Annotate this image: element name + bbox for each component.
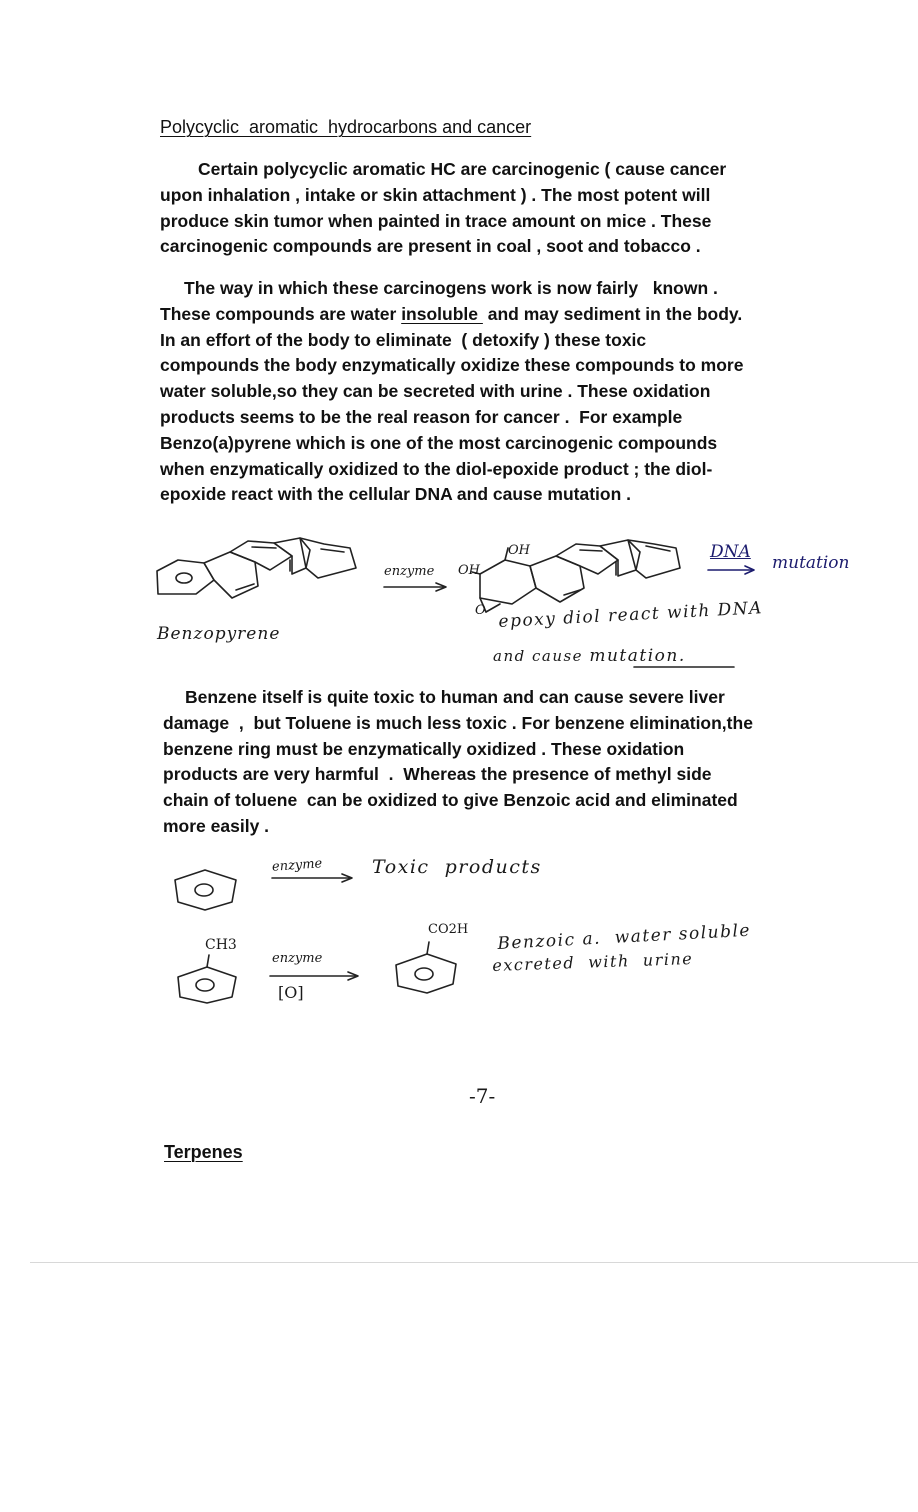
mutation-label: mutation: [772, 553, 850, 573]
text-run: and may sediment in the body.: [482, 303, 743, 324]
section-heading-terpenes: Terpenes: [164, 1142, 243, 1162]
paragraph-line: Benzene itself is quite toxic to human and can cause severe liver: [185, 687, 725, 707]
paragraph-line: Certain polycyclic aromatic HC are carcinogenic ( cause cancer: [198, 159, 727, 179]
cause-mutation-note: [493, 646, 686, 666]
page-number: -7-: [469, 1084, 496, 1108]
benzene-ring: [175, 870, 236, 910]
diol-epoxide-ring-5: [628, 540, 680, 578]
enzyme-arrow-label: enzyme: [271, 856, 323, 875]
benzopyrene-ring-4: [274, 538, 310, 574]
diol-epoxide-ring-1: [480, 560, 536, 604]
aromatic-circle: [195, 884, 213, 896]
paragraph-line: epoxide react with the cellular DNA and cause mutation .: [160, 484, 631, 505]
ch3-label: CH3: [205, 937, 237, 953]
toxic-products-label: Toxic products: [372, 856, 542, 878]
enzyme-arrow-label: enzyme: [384, 564, 435, 579]
oh-top-label: OH: [508, 543, 530, 558]
oxidation-label: [O]: [278, 983, 304, 1002]
mutation-note-underlined: mutation.: [589, 646, 686, 666]
dna-label: DNA: [710, 542, 751, 562]
benzoic-acid-note: Benzoic a. water soluble: [497, 920, 752, 954]
paragraph-line: products are very harmful . Whereas the presence of methyl side: [163, 764, 712, 785]
underlined-word-insoluble: insoluble: [401, 303, 483, 324]
benzopyrene-ring-2: [204, 552, 258, 598]
paragraph-line: In an effort of the body to eliminate ( detoxify ) these toxic: [160, 329, 647, 350]
diol-epoxide-ring-3: [556, 544, 618, 574]
aromatic-circle: [415, 968, 433, 980]
benzopyrene-ring-3: [230, 541, 292, 570]
paragraph-line: water soluble,so they can be secreted with urine . These oxidation: [160, 381, 711, 402]
text-run: and cause: [493, 647, 590, 665]
aromatic-circle: [196, 979, 214, 991]
paragraph-line: more easily .: [163, 815, 270, 836]
paragraph-line: The way in which these carcinogens work is now fairly known .: [184, 278, 718, 298]
oh-left-label: OH: [458, 563, 480, 578]
diol-epoxide-ring-4: [600, 540, 640, 576]
paragraph-line: upon inhalation , intake or skin attachment ) . The most potent will: [160, 184, 711, 205]
paragraph-line: Benzo(a)pyrene which is one of the most carcinogenic compounds: [160, 432, 718, 453]
epoxide-o-label: O: [475, 603, 486, 618]
diol-epoxide-ring-2: [530, 556, 584, 602]
paragraph-line: benzene ring must be enzymatically oxidized . These oxidation: [163, 738, 685, 759]
enzyme-arrow-label: enzyme: [272, 951, 323, 966]
page-edge-divider: [30, 1262, 918, 1263]
paragraph-line: products seems to be the real reason for cancer . For example: [160, 406, 683, 427]
benzoic-acid-ring: [396, 954, 456, 993]
paragraph-line: damage , but Toluene is much less toxic . For benzene elimination,the: [163, 712, 753, 733]
co2h-label: CO2H: [428, 922, 469, 937]
section-heading-pah: Polycyclic aromatic hydrocarbons and cancer: [160, 117, 532, 137]
aromatic-circle: [176, 573, 192, 583]
paragraph-line: carcinogenic compounds are present in coal , soot and tobacco .: [160, 236, 701, 257]
epoxy-diol-note: epoxy diol react with DNA: [498, 598, 764, 632]
paragraph-line: when enzymatically oxidized to the diol-epoxide product ; the diol-: [160, 458, 713, 479]
paragraph-benzene: [163, 685, 753, 840]
text-run: These compounds are water: [160, 303, 402, 324]
benzopyrene-label: Benzopyrene: [157, 624, 281, 644]
paragraph-line: produce skin tumor when painted in trace amount on mice . These: [160, 210, 712, 231]
paragraph-line: chain of toluene can be oxidized to give Benzoic acid and eliminated: [163, 790, 738, 811]
toluene-ring: [178, 967, 236, 1003]
excreted-note: excreted with urine: [492, 948, 694, 975]
paragraph-line: compounds the body enzymatically oxidize these compounds to more: [160, 355, 744, 376]
